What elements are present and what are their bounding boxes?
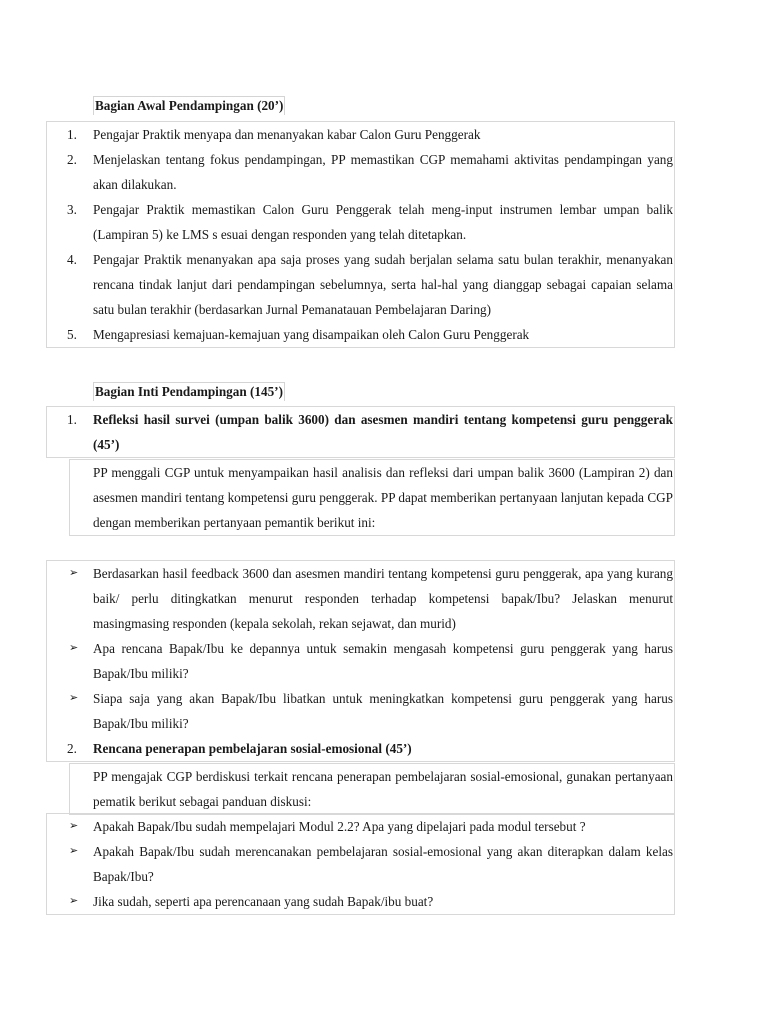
list-number: 5.	[67, 327, 77, 342]
bullet-item	[47, 814, 674, 839]
part1-paragraph: PP menggali CGP untuk menyampaikan hasil analisis dan refleksi dari umpan balik 3600 (Lampiran 2) dan asesmen mandiri tentang kompetensi guru penggerak. PP dapat memberikan pertanyaan lanjutan kepada CGP dengan memberikan pertanyaan pemantik berikut ini:	[93, 465, 673, 530]
list-number: 1.	[67, 412, 77, 427]
list-item-text: Menjelaskan tentang fokus pendampingan, PP memastikan CGP memahami aktivitas pendampingan yang akan dilakukan.	[93, 152, 673, 192]
list-number: 1.	[67, 127, 77, 142]
part1-title-text: Refleksi hasil survei (umpan balik 3600) dan asesmen mandiri tentang kompetensi guru penggerak (45’)	[93, 412, 673, 452]
list-number: 2.	[67, 741, 77, 756]
arrow-bullet-icon: ➢	[69, 895, 79, 907]
bullet-item	[47, 839, 674, 889]
bullet-text: Apakah Bapak/Ibu sudah mempelajari Modul 2.2? Apa yang dipelajari pada modul tersebut ?	[93, 819, 586, 834]
list-item	[47, 197, 674, 247]
bullet-text: Berdasarkan hasil feedback 3600 dan asesmen mandiri tentang kompetensi guru penggerak, apa yang kurang baik/ perlu ditingkatkan menurut responden terhadap kompetensi bapak/Ibu? Jelaskan menurut masingmasing responden (kepala sekolah, rekan sejawat, dan murid)	[93, 566, 673, 631]
arrow-bullet-icon: ➢	[69, 820, 79, 832]
arrow-bullet-icon: ➢	[69, 567, 79, 579]
list-item	[47, 247, 674, 322]
list-item	[47, 322, 674, 347]
bullet-item	[47, 636, 674, 686]
arrow-bullet-icon: ➢	[69, 845, 79, 857]
bullet-item	[47, 686, 674, 736]
section-inti-heading: Bagian Inti Pendampingan (145’)	[95, 384, 283, 399]
part2-title-text: Rencana penerapan pembelajaran sosial-emosional (45’)	[93, 741, 412, 756]
list-number: 3.	[67, 202, 77, 217]
bullet-text: Jika sudah, seperti apa perencanaan yang sudah Bapak/ibu buat?	[93, 894, 434, 909]
list-item-text: Mengapresiasi kemajuan-kemajuan yang disampaikan oleh Calon Guru Penggerak	[93, 327, 530, 342]
part1-bullets	[46, 560, 675, 762]
section-awal-list	[46, 121, 675, 348]
list-number: 2.	[67, 152, 77, 167]
part1-paragraph-box	[69, 459, 675, 536]
arrow-bullet-icon: ➢	[69, 642, 79, 654]
list-item	[47, 147, 674, 197]
list-item-text: Pengajar Praktik memastikan Calon Guru Penggerak telah meng-input instrumen lembar umpan balik (Lampiran 5) ke LMS s esuai dengan responden yang telah ditetapkan.	[93, 202, 673, 242]
bullet-text: Apakah Bapak/Ibu sudah merencanakan pembelajaran sosial-emosional yang akan diterapkan dalam kelas Bapak/Ibu?	[93, 844, 673, 884]
part1-title-box	[46, 406, 675, 458]
arrow-bullet-icon: ➢	[69, 692, 79, 704]
bullet-text: Siapa saja yang akan Bapak/Ibu libatkan untuk meningkatkan kompetensi guru penggerak yang harus Bapak/Ibu miliki?	[93, 691, 673, 731]
list-item-text: Pengajar Praktik menanyakan apa saja proses yang sudah berjalan selama satu bulan terakhir, menanyakan rencana tindak lanjut dari pendampingan sebelumnya, serta hal-hal yang dianggap sebagai capaian selama satu bulan terakhir (berdasarkan Jurnal Pemanatauan Pembelajaran Daring)	[93, 252, 673, 317]
list-item-text: Pengajar Praktik menyapa dan menanyakan kabar Calon Guru Penggerak	[93, 127, 481, 142]
part2-paragraph: PP mengajak CGP berdiskusi terkait rencana penerapan pembelajaran sosial-emosional, gunakan pertanyaan pematik berikut sebagai panduan diskusi:	[93, 769, 673, 809]
section-awal-heading: Bagian Awal Pendampingan (20’)	[95, 98, 284, 113]
bullet-item	[47, 561, 674, 636]
bullet-text: Apa rencana Bapak/Ibu ke depannya untuk semakin mengasah kompetensi guru penggerak yang harus Bapak/Ibu miliki?	[93, 641, 673, 681]
list-item	[47, 122, 674, 147]
bullet-item	[47, 889, 674, 914]
part1-title	[47, 407, 674, 457]
part2-paragraph-box	[69, 763, 675, 815]
part2-bullets	[46, 813, 675, 915]
list-number: 4.	[67, 252, 77, 267]
part2-title	[47, 736, 674, 761]
